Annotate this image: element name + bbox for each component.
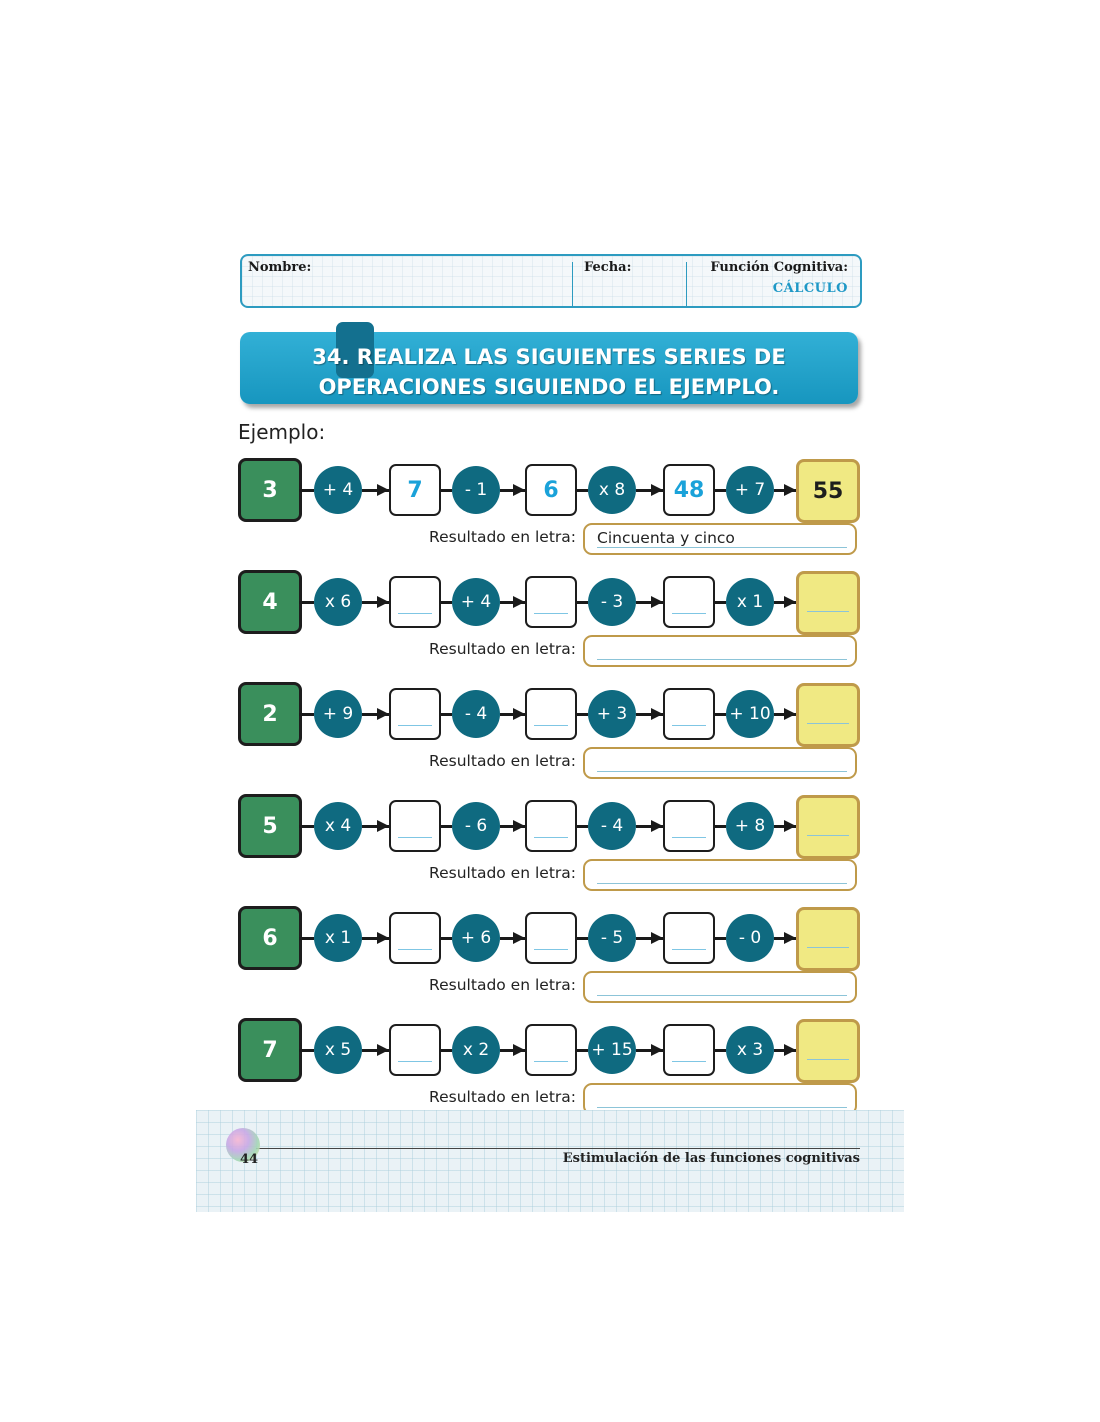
operation-circle: x 1 <box>726 578 774 626</box>
arrow-icon <box>513 820 525 832</box>
worksheet-page <box>196 240 904 1212</box>
connector-line <box>714 1049 726 1052</box>
operation-series-row <box>196 794 904 906</box>
connector-line <box>440 825 452 828</box>
connector-line <box>714 601 726 604</box>
operation-circle: - 6 <box>452 802 500 850</box>
connector-line <box>299 489 314 492</box>
intermediate-result-box[interactable] <box>663 800 715 852</box>
arrow-icon <box>377 1044 389 1056</box>
result-in-words-label: Resultado en letra: <box>429 864 576 882</box>
arrow-icon <box>377 820 389 832</box>
intermediate-result-box[interactable] <box>389 576 441 628</box>
answer-line <box>534 1061 568 1062</box>
footer-rule <box>256 1148 860 1149</box>
final-result-box[interactable] <box>796 1019 860 1083</box>
connector-line <box>714 489 726 492</box>
result-in-words-text: Cincuenta y cinco <box>597 529 735 547</box>
answer-line <box>807 947 849 948</box>
connector-line <box>714 713 726 716</box>
exercise-title-banner <box>240 332 858 404</box>
final-result-box[interactable]: 55 <box>796 459 860 523</box>
connector-line <box>576 825 588 828</box>
start-number-box: 6 <box>238 906 302 970</box>
answer-line <box>672 949 706 950</box>
operation-circle: x 1 <box>314 914 362 962</box>
answer-line <box>534 613 568 614</box>
operation-circle: + 7 <box>726 466 774 514</box>
connector-line <box>714 937 726 940</box>
exercise-number: 34. <box>312 345 350 369</box>
operation-circle: + 8 <box>726 802 774 850</box>
connector-line <box>576 713 588 716</box>
answer-line <box>398 725 432 726</box>
answer-line <box>597 995 847 996</box>
result-in-words-label: Resultado en letra: <box>429 1088 576 1106</box>
connector-line <box>576 1049 588 1052</box>
arrow-icon <box>377 932 389 944</box>
exercise-title <box>240 342 858 402</box>
intermediate-result-box[interactable] <box>525 1024 577 1076</box>
arrow-icon <box>513 932 525 944</box>
connector-line <box>714 825 726 828</box>
operation-circle: x 3 <box>726 1026 774 1074</box>
intermediate-result-box[interactable] <box>389 688 441 740</box>
answer-line <box>672 837 706 838</box>
operation-circle: - 0 <box>726 914 774 962</box>
arrow-icon <box>513 708 525 720</box>
operation-circle: - 4 <box>588 802 636 850</box>
result-in-words-field[interactable] <box>583 523 857 555</box>
final-result-box[interactable] <box>796 571 860 635</box>
operation-circle: + 4 <box>452 578 500 626</box>
operation-circle: x 8 <box>588 466 636 514</box>
intermediate-result-box[interactable] <box>525 800 577 852</box>
name-label: Nombre: <box>248 260 312 275</box>
intermediate-result-box[interactable] <box>389 912 441 964</box>
operation-circle: x 2 <box>452 1026 500 1074</box>
arrow-icon <box>377 484 389 496</box>
answer-line <box>807 611 849 612</box>
connector-line <box>440 489 452 492</box>
result-in-words-field[interactable] <box>583 971 857 1003</box>
answer-line <box>597 771 847 772</box>
operation-circle: - 5 <box>588 914 636 962</box>
exercise-title-line2: OPERACIONES SIGUIENDO EL EJEMPLO. <box>318 375 780 399</box>
example-label: Ejemplo: <box>238 420 326 444</box>
operation-series-row <box>196 906 904 1018</box>
intermediate-result-box[interactable] <box>663 688 715 740</box>
answer-line <box>597 1107 847 1108</box>
operation-circle: + 4 <box>314 466 362 514</box>
arrow-icon <box>377 708 389 720</box>
result-in-words-label: Resultado en letra: <box>429 752 576 770</box>
answer-line <box>807 835 849 836</box>
arrow-icon <box>651 596 663 608</box>
answer-line <box>534 949 568 950</box>
operation-circle: + 6 <box>452 914 500 962</box>
final-result-box[interactable] <box>796 907 860 971</box>
operation-circle: + 9 <box>314 690 362 738</box>
answer-line <box>534 837 568 838</box>
arrow-icon <box>513 1044 525 1056</box>
arrow-icon <box>651 708 663 720</box>
operation-circle: - 1 <box>452 466 500 514</box>
operation-circle: + 15 <box>588 1026 636 1074</box>
intermediate-result-box[interactable] <box>525 912 577 964</box>
intermediate-result-box[interactable] <box>663 912 715 964</box>
cognitive-function-value: CÁLCULO <box>772 281 848 296</box>
result-in-words-label: Resultado en letra: <box>429 640 576 658</box>
result-in-words-field[interactable] <box>583 635 857 667</box>
answer-line <box>398 613 432 614</box>
arrow-icon <box>513 596 525 608</box>
answer-line <box>597 659 847 660</box>
operation-circle: - 3 <box>588 578 636 626</box>
result-in-words-label: Resultado en letra: <box>429 528 576 546</box>
answer-line <box>398 1061 432 1062</box>
arrow-icon <box>651 484 663 496</box>
intermediate-result-box[interactable]: 6 <box>525 464 577 516</box>
connector-line <box>576 937 588 940</box>
connector-line <box>576 489 588 492</box>
final-result-box[interactable] <box>796 683 860 747</box>
arrow-icon <box>784 708 796 720</box>
operation-circle: + 10 <box>726 690 774 738</box>
operation-circle: x 5 <box>314 1026 362 1074</box>
answer-line <box>672 1061 706 1062</box>
operation-series-row <box>196 570 904 682</box>
intermediate-result-box[interactable] <box>663 1024 715 1076</box>
arrow-icon <box>784 1044 796 1056</box>
answer-line <box>672 725 706 726</box>
start-number-box: 7 <box>238 1018 302 1082</box>
final-result-box[interactable] <box>796 795 860 859</box>
answer-line <box>398 949 432 950</box>
start-number-box: 4 <box>238 570 302 634</box>
connector-line <box>440 713 452 716</box>
answer-line <box>534 725 568 726</box>
arrow-icon <box>784 932 796 944</box>
book-title: Estimulación de las funciones cognitivas <box>562 1151 860 1166</box>
date-label: Fecha: <box>584 260 632 275</box>
intermediate-result-box[interactable]: 48 <box>663 464 715 516</box>
arrow-icon <box>377 596 389 608</box>
result-in-words-label: Resultado en letra: <box>429 976 576 994</box>
operation-circle: x 6 <box>314 578 362 626</box>
answer-line <box>597 547 847 548</box>
info-divider <box>572 262 573 306</box>
answer-line <box>597 883 847 884</box>
intermediate-result-box[interactable] <box>663 576 715 628</box>
cognitive-function-label: Función Cognitiva: <box>710 260 848 275</box>
connector-line <box>440 937 452 940</box>
arrow-icon <box>651 932 663 944</box>
arrow-icon <box>513 484 525 496</box>
operation-circle: + 3 <box>588 690 636 738</box>
answer-line <box>398 837 432 838</box>
operation-circle: x 4 <box>314 802 362 850</box>
info-divider <box>686 262 687 306</box>
operation-series-row <box>196 458 904 570</box>
start-number-box: 2 <box>238 682 302 746</box>
intermediate-result-box[interactable]: 7 <box>389 464 441 516</box>
intermediate-result-box[interactable] <box>389 1024 441 1076</box>
answer-line <box>807 723 849 724</box>
connector-line <box>299 601 314 604</box>
start-number-box: 3 <box>238 458 302 522</box>
exercise-title-line1: REALIZA LAS SIGUIENTES SERIES DE <box>356 345 786 369</box>
connector-line <box>299 937 314 940</box>
connector-line <box>440 601 452 604</box>
arrow-icon <box>651 820 663 832</box>
arrow-icon <box>784 484 796 496</box>
arrow-icon <box>784 820 796 832</box>
connector-line <box>440 1049 452 1052</box>
answer-line <box>807 1059 849 1060</box>
connector-line <box>576 601 588 604</box>
connector-line <box>299 713 314 716</box>
answer-line <box>672 613 706 614</box>
operation-series-row <box>196 682 904 794</box>
result-in-words-field[interactable] <box>583 747 857 779</box>
intermediate-result-box[interactable] <box>389 800 441 852</box>
student-info-box <box>240 254 862 308</box>
intermediate-result-box[interactable] <box>525 576 577 628</box>
start-number-box: 5 <box>238 794 302 858</box>
connector-line <box>299 825 314 828</box>
arrow-icon <box>784 596 796 608</box>
connector-line <box>299 1049 314 1052</box>
result-in-words-field[interactable] <box>583 859 857 891</box>
operation-circle: - 4 <box>452 690 500 738</box>
arrow-icon <box>651 1044 663 1056</box>
page-number: 44 <box>240 1152 259 1167</box>
intermediate-result-box[interactable] <box>525 688 577 740</box>
